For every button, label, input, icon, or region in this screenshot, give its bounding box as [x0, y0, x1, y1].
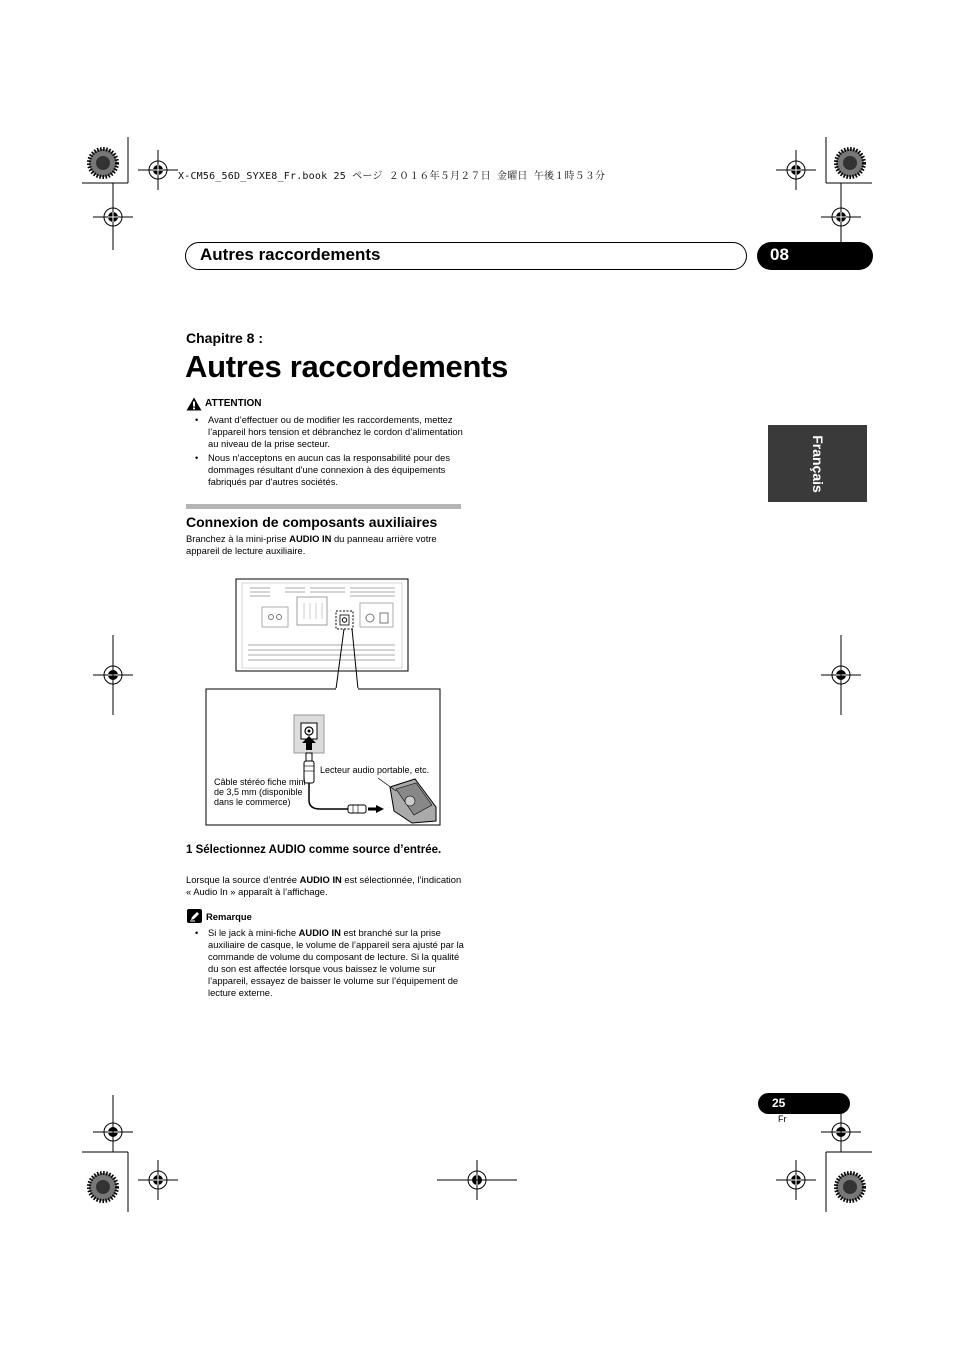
attention-list	[186, 414, 466, 490]
registration-mark-icon	[776, 150, 816, 190]
registration-mark-icon	[89, 1173, 117, 1201]
registration-mark-icon	[89, 149, 117, 177]
list-item: • Avant d’effectuer ou de modifier les raccordements, mettez l’appareil hors tension et débranchez le cordon d’alimentation au niveau de la prise secteur.	[186, 414, 466, 450]
registration-mark-icon	[836, 1173, 864, 1201]
print-info-line: X-CM56_56D_SYXE8_Fr.book 25 ページ ２０１６年５月２７日 金曜日 午後１時５３分	[178, 171, 606, 182]
remark-list	[186, 927, 466, 999]
language-tab	[768, 425, 867, 502]
chapter-label: Chapitre 8 :	[186, 330, 264, 346]
section-title: Connexion de composants auxiliaires	[186, 514, 438, 530]
pencil-note-icon	[187, 909, 202, 923]
page-language: Fr	[778, 1114, 787, 1124]
language-tab-label: Français	[809, 434, 826, 493]
chapter-number: 08	[770, 245, 789, 264]
registration-mark-icon	[836, 149, 864, 177]
attention-heading: ATTENTION	[205, 398, 262, 409]
step-title: 1 Sélectionnez AUDIO comme source d’entrée.	[186, 844, 442, 856]
registration-mark-icon	[821, 197, 861, 237]
page-title: Autres raccordements	[185, 349, 509, 384]
section-divider	[186, 504, 461, 509]
registration-mark-icon	[138, 1160, 178, 1200]
registration-mark-icon	[138, 150, 178, 190]
registration-mark-icon	[776, 1160, 816, 1200]
list-item: • Nous n'acceptons en aucun cas la responsabilité pour des dommages résultant d'une connexion à des équipements fabriqués par d'autres sociétés.	[186, 452, 466, 488]
unit-rear-panel	[236, 579, 408, 671]
cable-label: Câble stéréo fiche mini de 3,5 mm (disponible dans le commerce)	[214, 777, 306, 807]
registration-mark-icon	[93, 197, 133, 237]
page-number: 25	[772, 1096, 786, 1110]
remark-heading: Remarque	[206, 911, 252, 922]
header-title: Autres raccordements	[200, 245, 381, 264]
list-item: • Si le jack à mini-fiche AUDIO IN est branché sur la prise auxiliaire de casque, le volume de l’appareil sera ajusté par la commande de volume du composant de lecture. Si la qualité du son est affectée lorsque vous baissez le volume sur l’appareil, essayez de baisser le volume sur l’équipement de lecture externe.	[186, 927, 466, 999]
section-intro: Branchez à la mini-prise AUDIO IN du panneau arrière votre appareil de lecture auxiliaire.	[186, 533, 437, 556]
step-text: Lorsque la source d’entrée AUDIO IN est sélectionnée, l’indication « Audio In » apparaît à l’affichage.	[186, 874, 462, 897]
player-label: Lecteur audio portable, etc.	[320, 765, 430, 775]
warning-triangle-icon	[186, 397, 202, 411]
